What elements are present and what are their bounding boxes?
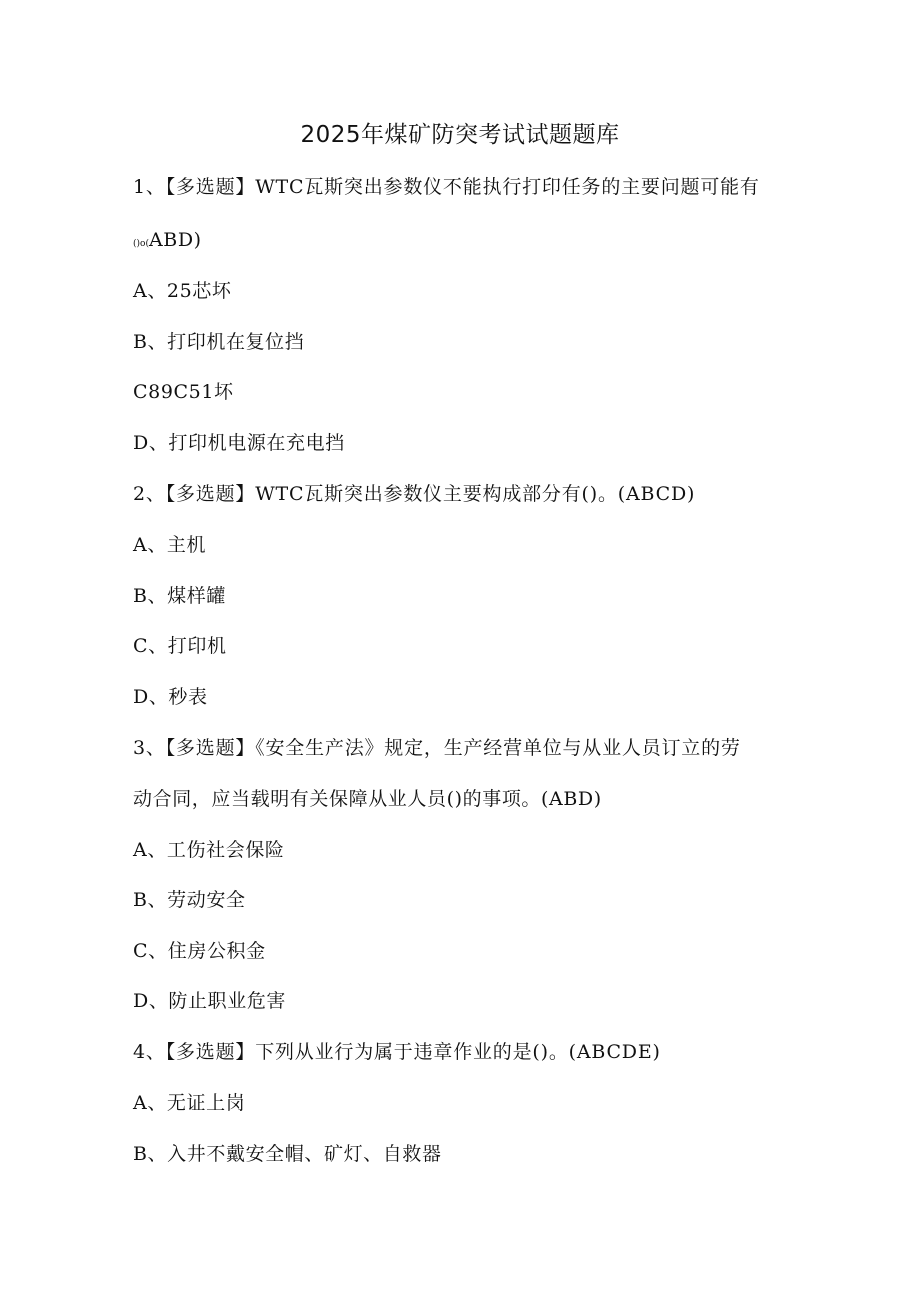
question-2-option-c: C、打印机 [133,635,227,657]
question-1-text: 1、【多选题】WTC瓦斯突出参数仪不能执行打印任务的主要问题可能有 [133,176,760,198]
question-2-option-a: A、主机 [133,534,207,556]
question-3-option-c: C、住房公积金 [133,940,266,962]
question-3-option-d: D、防止职业危害 [133,990,287,1012]
question-3-text: 3、【多选题】《安全生产法》规定，生产经营单位与从业人员订立的劳 [133,737,741,759]
question-2-text: 2、【多选题】WTC瓦斯突出参数仪主要构成部分有()。(ABCD) [133,483,696,505]
question-1-garbled-mark: ()o( [133,239,149,249]
question-1-option-d: D、打印机电源在充电挡 [133,432,345,454]
question-3-option-b: B、劳动安全 [133,889,246,911]
question-2-option-d: D、秒表 [133,686,208,708]
question-1-option-a: A、25芯坏 [133,280,232,302]
question-1-option-b: B、打印机在复位挡 [133,331,305,353]
question-3-text-cont: 动合同，应当载明有关保障从业人员()的事项。(ABD) [133,788,602,810]
question-4-option-a: A、无证上岗 [133,1092,246,1114]
question-1-option-c: C89C51坏 [133,381,234,403]
question-4-text: 4、【多选题】下列从业行为属于违章作业的是()。(ABCDE) [133,1041,661,1063]
document-title: 2025年煤矿防突考试试题题库 [300,122,620,148]
question-4-option-b: B、入井不戴安全帽、矿灯、自救器 [133,1143,442,1165]
question-3-option-a: A、工伤社会保险 [133,839,285,861]
question-2-option-b: B、煤样罐 [133,585,226,607]
question-1-answer [133,225,202,259]
question-1-answer-text: ABD) [148,229,202,251]
